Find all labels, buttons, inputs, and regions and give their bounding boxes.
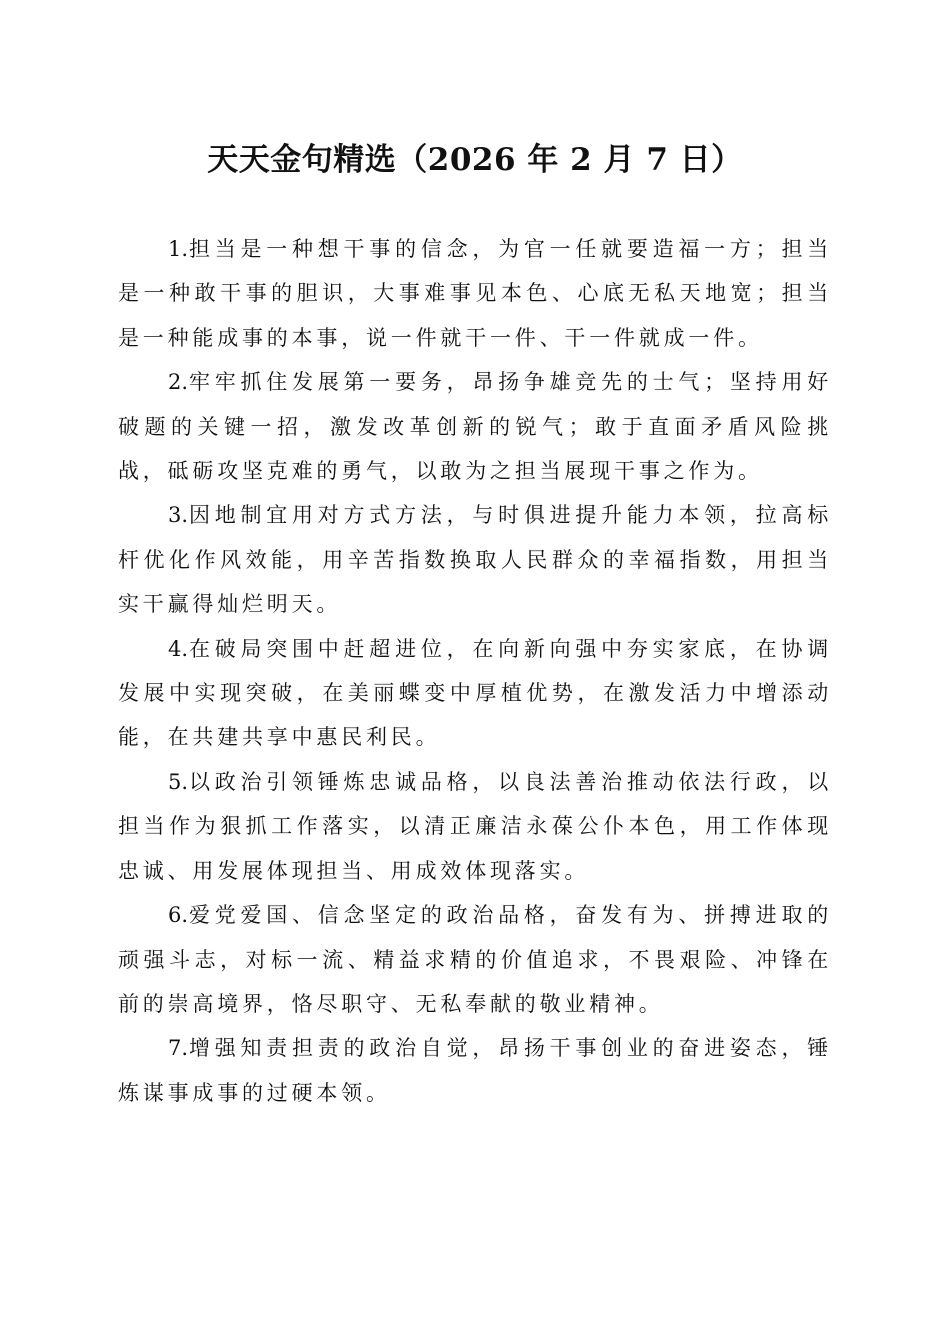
- paragraph-text: 在破局突围中赶超进位，在向新向强中夯实家底，在协调发展中实现突破，在美丽蝶变中厚植优势，在激发活力中增添动能，在共建共享中惠民利民。: [118, 636, 832, 750]
- paragraph-3: [118, 493, 832, 626]
- paragraph-number: 4.: [168, 636, 189, 661]
- paragraph-text: 增强知责担责的政治自觉，昂扬干事创业的奋进姿态，锤炼谋事成事的过硬本领。: [118, 1036, 832, 1105]
- paragraph-text: 担当是一种想干事的信念，为官一任就要造福一方；担当是一种敢干事的胆识，大事难事见本色、心底无私天地宽；担当是一种能成事的本事，说一件就干一件、干一件就成一件。: [118, 237, 832, 350]
- paragraph-text: 以政治引领锤炼忠诚品格，以良法善治推动依法行政，以担当作为狠抓工作落实，以清正廉洁永葆公仆本色，用工作体现忠诚、用发展体现担当、用成效体现落实。: [118, 769, 832, 883]
- paragraph-4: [118, 627, 832, 760]
- paragraph-6: [118, 893, 832, 1026]
- page-title: 天天金句精选（2026 年 2 月 7 日）: [207, 142, 743, 178]
- paragraph-number: 6.: [168, 903, 189, 928]
- paragraph-number: 2.: [168, 370, 189, 395]
- document-body: [118, 227, 832, 1115]
- paragraph-1: [118, 227, 832, 360]
- paragraph-text: 爱党爱国、信念坚定的政治品格，奋发有为、拼搏进取的顽强斗志，对标一流、精益求精的价值追求，不畏艰险、冲锋在前的崇高境界，恪尽职守、无私奉献的敬业精神。: [118, 903, 832, 1016]
- paragraph-text: 因地制宜用对方式方法，与时俱进提升能力本领，拉高标杆优化作风效能，用辛苦指数换取人民群众的幸福指数，用担当实干赢得灿烂明天。: [118, 503, 832, 617]
- paragraph-text: 牢牢抓住发展第一要务，昂扬争雄竞先的士气；坚持用好破题的关键一招，激发改革创新的锐气；敢于直面矛盾风险挑战，砥砺攻坚克难的勇气，以敢为之担当展现干事之作为。: [118, 370, 832, 484]
- paragraph-5: [118, 760, 832, 893]
- paragraph-number: 1.: [168, 237, 189, 261]
- paragraph-number: 5.: [168, 769, 189, 794]
- paragraph-7: [118, 1026, 832, 1115]
- paragraph-number: 3.: [168, 503, 189, 528]
- paragraph-number: 7.: [168, 1036, 189, 1061]
- paragraph-2: [118, 360, 832, 493]
